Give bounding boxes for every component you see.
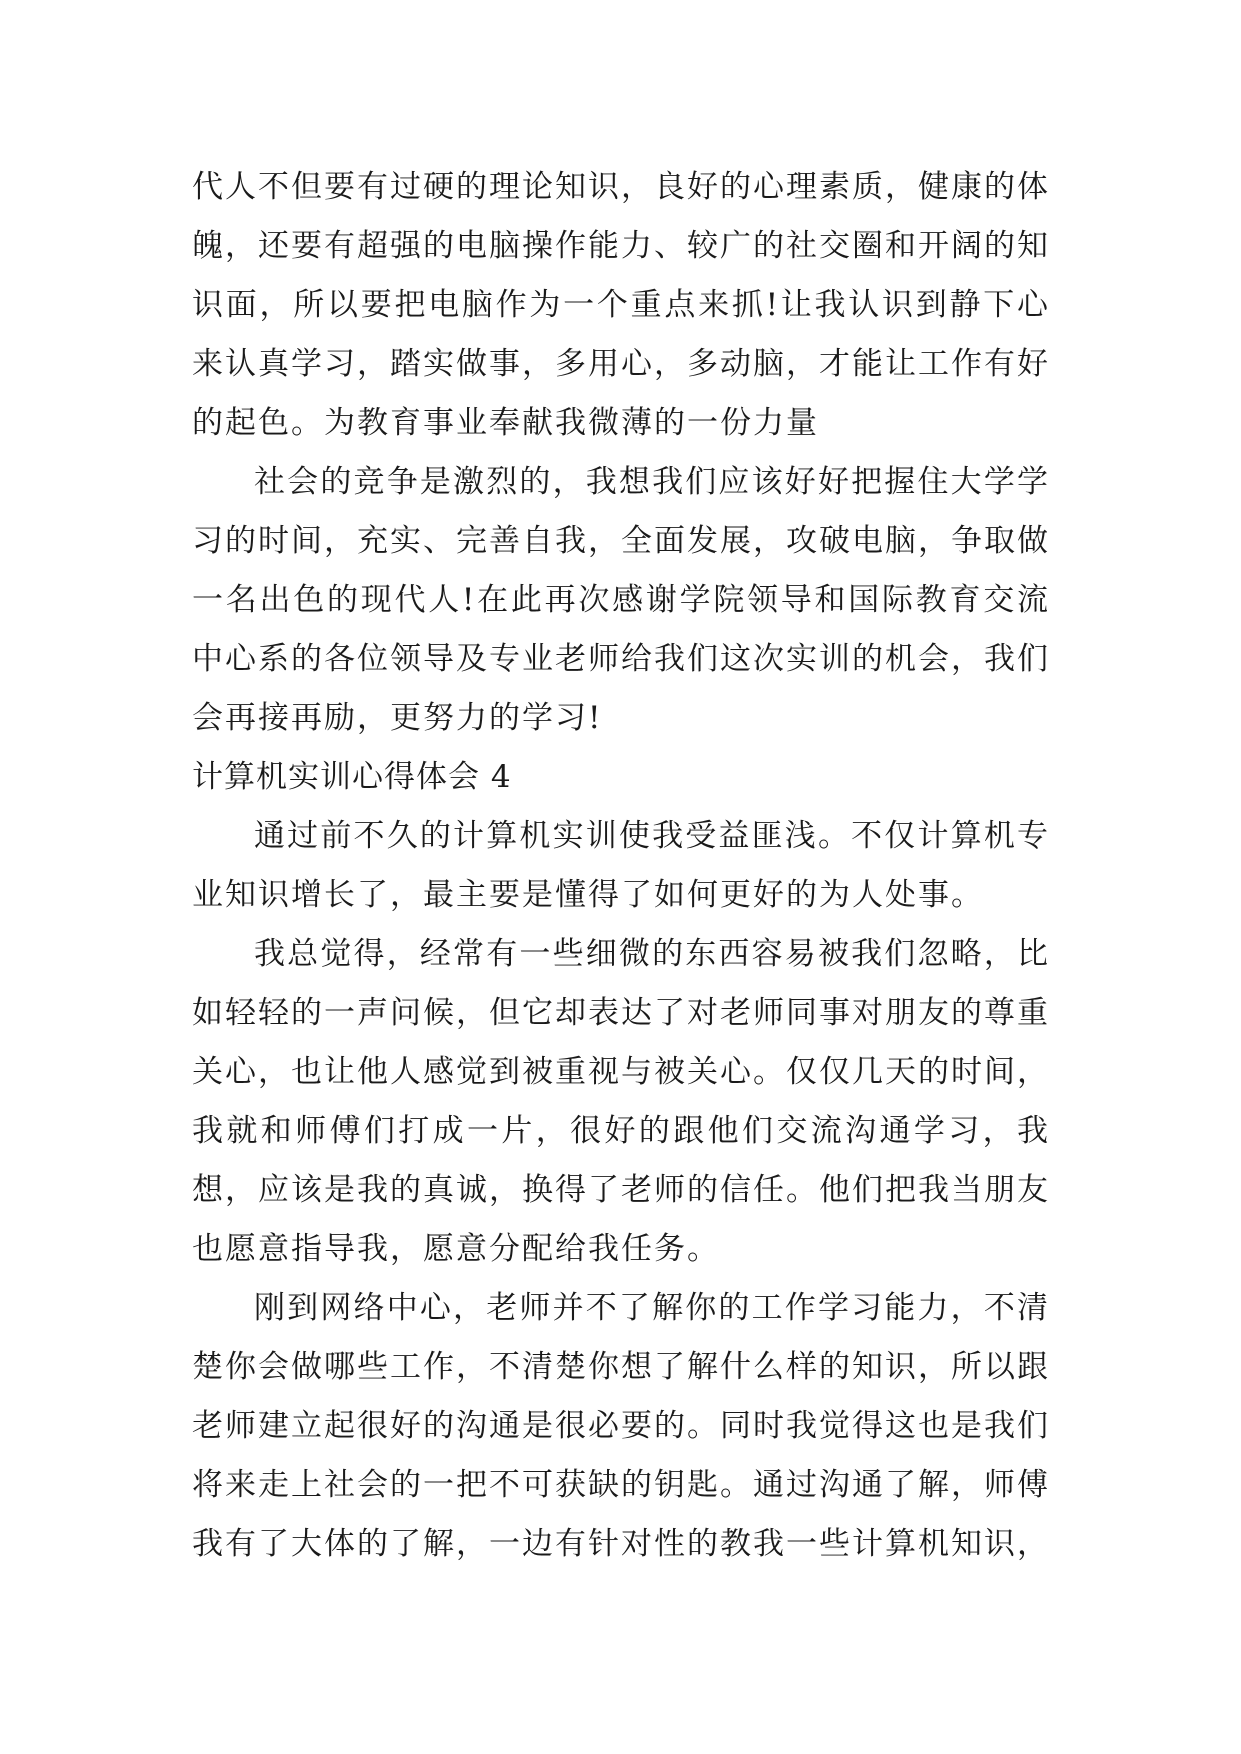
paragraph-2: 社会的竞争是激烈的，我想我们应该好好把握住大学学习的时间，充实、完善自我，全面发展，攻破电脑，争取做一名出色的现代人!在此再次感谢学院领导和国际教育交流中心系的各位领导及专业老师给我们这次实训的机会，我们会再接再励，更努力的学习! [192,464,1050,736]
paragraph-1: 代人不但要有过硬的理论知识，良好的心理素质，健康的体魄，还要有超强的电脑操作能力、较广的社交圈和开阔的知识面，所以要把电脑作为一个重点来抓!让我认识到静下心来认真学习，踏实做事，多用心，多动脑，才能让工作有好的起色。为教育事业奉献我微薄的一份力量 [192,169,1050,441]
section-heading: 计算机实训心得体会 4 [192,759,512,795]
paragraph-4: 我总觉得，经常有一些细微的东西容易被我们忽略，比如轻轻的一声问候，但它却表达了对老师同事对朋友的尊重关心，也让他人感觉到被重视与被关心。仅仅几天的时间，我就和师傅们打成一片，很好的跟他们交流沟通学习，我想，应该是我的真诚，换得了老师的信任。他们把我当朋友也愿意指导我，愿意分配给我任务。 [192,936,1050,1267]
paragraph-5: 刚到网络中心，老师并不了解你的工作学习能力，不清楚你会做哪些工作，不清楚你想了解什么样的知识，所以跟老师建立起很好的沟通是很必要的。同时我觉得这也是我们将来走上社会的一把不可获缺的钥匙。通过沟通了解，师傅我有了大体的了解，一边有针对性的教我一些计算机知识， [192,1290,1050,1562]
paragraph-3: 通过前不久的计算机实训使我受益匪浅。不仅计算机专业知识增长了，最主要是懂得了如何更好的为人处事。 [192,818,1050,913]
document-body [192,158,1050,1574]
